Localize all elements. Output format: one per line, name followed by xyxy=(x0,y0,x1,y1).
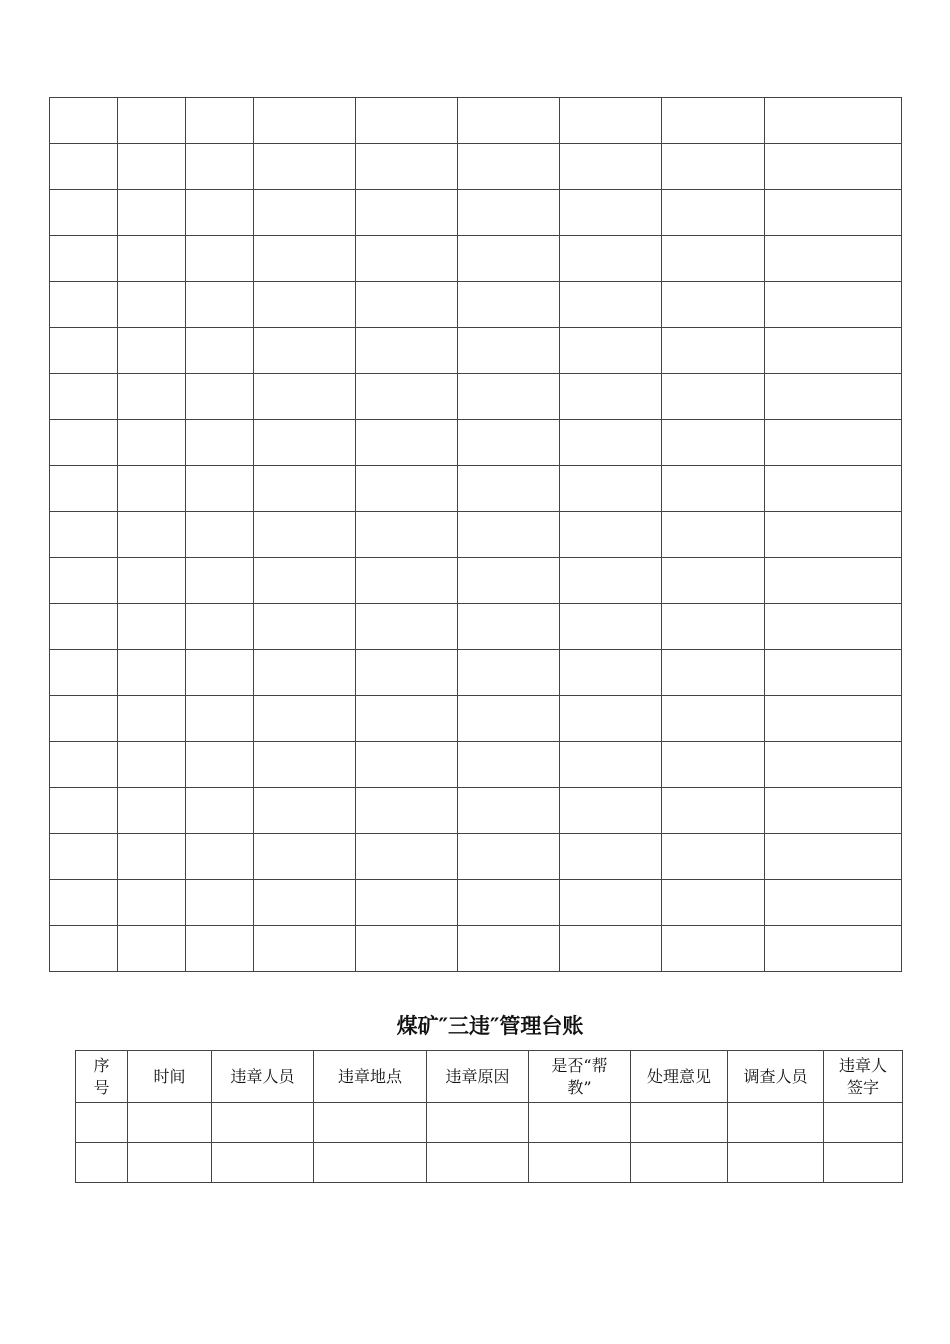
grid-cell xyxy=(765,604,902,650)
grid-cell xyxy=(118,98,186,144)
grid-cell xyxy=(560,328,662,374)
grid-cell xyxy=(458,880,560,926)
ledger-header-row xyxy=(76,1051,903,1103)
grid-cell xyxy=(765,374,902,420)
ledger-cell xyxy=(314,1143,427,1183)
grid-cell xyxy=(356,236,458,282)
grid-cell xyxy=(356,466,458,512)
grid-cell xyxy=(118,880,186,926)
grid-cell xyxy=(186,190,254,236)
grid-cell xyxy=(458,742,560,788)
grid-cell xyxy=(118,834,186,880)
grid-row xyxy=(50,926,902,972)
grid-cell xyxy=(50,466,118,512)
grid-cell xyxy=(254,742,356,788)
grid-row xyxy=(50,558,902,604)
grid-cell xyxy=(560,282,662,328)
grid-row xyxy=(50,834,902,880)
grid-cell xyxy=(186,696,254,742)
grid-cell xyxy=(254,466,356,512)
grid-cell xyxy=(356,788,458,834)
grid-cell xyxy=(186,144,254,190)
header-cell-investigator: 调查人员 xyxy=(728,1051,824,1103)
grid-cell xyxy=(118,236,186,282)
grid-cell xyxy=(356,926,458,972)
grid-cell xyxy=(50,420,118,466)
grid-cell xyxy=(118,420,186,466)
grid-cell xyxy=(186,328,254,374)
grid-row xyxy=(50,328,902,374)
grid-cell xyxy=(662,742,765,788)
grid-cell xyxy=(254,374,356,420)
grid-cell xyxy=(560,466,662,512)
grid-cell xyxy=(765,558,902,604)
grid-cell xyxy=(560,98,662,144)
grid-cell xyxy=(186,420,254,466)
grid-cell xyxy=(662,696,765,742)
grid-cell xyxy=(356,512,458,558)
blank-grid-table xyxy=(49,97,902,972)
grid-cell xyxy=(560,926,662,972)
grid-cell xyxy=(186,926,254,972)
grid-cell xyxy=(186,512,254,558)
grid-cell xyxy=(254,834,356,880)
grid-cell xyxy=(118,696,186,742)
grid-cell xyxy=(50,650,118,696)
grid-cell xyxy=(560,788,662,834)
grid-cell xyxy=(254,282,356,328)
ledger-cell xyxy=(529,1103,631,1143)
grid-cell xyxy=(458,834,560,880)
ledger-cell xyxy=(529,1143,631,1183)
grid-cell xyxy=(662,144,765,190)
grid-cell xyxy=(765,880,902,926)
grid-cell xyxy=(186,466,254,512)
header-cell-reason: 违章原因 xyxy=(427,1051,529,1103)
grid-cell xyxy=(765,512,902,558)
grid-cell xyxy=(458,420,560,466)
grid-cell xyxy=(356,282,458,328)
grid-cell xyxy=(50,926,118,972)
grid-cell xyxy=(662,190,765,236)
grid-cell xyxy=(458,650,560,696)
grid-cell xyxy=(254,880,356,926)
grid-cell xyxy=(356,374,458,420)
grid-cell xyxy=(765,328,902,374)
ledger-cell xyxy=(631,1103,728,1143)
ledger-cell xyxy=(76,1143,128,1183)
grid-cell xyxy=(662,880,765,926)
grid-cell xyxy=(356,696,458,742)
grid-cell xyxy=(458,926,560,972)
header-cell-location: 违章地点 xyxy=(314,1051,427,1103)
grid-cell xyxy=(186,374,254,420)
grid-cell xyxy=(254,604,356,650)
grid-cell xyxy=(356,650,458,696)
grid-cell xyxy=(560,558,662,604)
grid-cell xyxy=(186,282,254,328)
grid-cell xyxy=(765,926,902,972)
grid-cell xyxy=(458,512,560,558)
ledger-cell xyxy=(427,1103,529,1143)
ledger-cell xyxy=(427,1143,529,1183)
grid-cell xyxy=(118,650,186,696)
grid-cell xyxy=(560,650,662,696)
ledger-cell xyxy=(728,1103,824,1143)
grid-cell xyxy=(50,282,118,328)
grid-cell xyxy=(765,282,902,328)
grid-cell xyxy=(50,788,118,834)
grid-cell xyxy=(458,98,560,144)
grid-cell xyxy=(356,144,458,190)
grid-row xyxy=(50,696,902,742)
grid-cell xyxy=(254,512,356,558)
grid-cell xyxy=(254,236,356,282)
grid-cell xyxy=(254,926,356,972)
ledger-table xyxy=(75,1050,903,1183)
grid-cell xyxy=(560,834,662,880)
ledger-row xyxy=(76,1143,903,1183)
grid-cell xyxy=(186,742,254,788)
grid-cell xyxy=(765,742,902,788)
grid-row xyxy=(50,374,902,420)
grid-cell xyxy=(458,696,560,742)
grid-cell xyxy=(50,558,118,604)
grid-cell xyxy=(186,558,254,604)
ledger-cell xyxy=(212,1143,314,1183)
grid-cell xyxy=(356,604,458,650)
grid-row xyxy=(50,144,902,190)
grid-cell xyxy=(50,236,118,282)
grid-cell xyxy=(186,834,254,880)
grid-cell xyxy=(560,420,662,466)
grid-cell xyxy=(254,328,356,374)
grid-cell xyxy=(458,328,560,374)
grid-cell xyxy=(186,98,254,144)
grid-cell xyxy=(765,788,902,834)
grid-cell xyxy=(662,236,765,282)
header-cell-seq: 序 号 xyxy=(76,1051,128,1103)
grid-row xyxy=(50,788,902,834)
grid-cell xyxy=(356,420,458,466)
header-cell-time: 时间 xyxy=(128,1051,212,1103)
grid-cell xyxy=(118,466,186,512)
grid-cell xyxy=(458,190,560,236)
ledger-cell xyxy=(728,1143,824,1183)
grid-cell xyxy=(458,282,560,328)
grid-cell xyxy=(118,282,186,328)
grid-cell xyxy=(356,558,458,604)
grid-cell xyxy=(50,742,118,788)
grid-cell xyxy=(186,788,254,834)
grid-cell xyxy=(254,558,356,604)
grid-cell xyxy=(662,282,765,328)
grid-cell xyxy=(50,834,118,880)
grid-cell xyxy=(458,604,560,650)
grid-cell xyxy=(765,650,902,696)
grid-cell xyxy=(254,190,356,236)
grid-cell xyxy=(458,466,560,512)
grid-row xyxy=(50,650,902,696)
grid-row xyxy=(50,512,902,558)
grid-row xyxy=(50,98,902,144)
grid-cell xyxy=(118,742,186,788)
header-cell-handling: 处理意见 xyxy=(631,1051,728,1103)
grid-row xyxy=(50,282,902,328)
grid-row xyxy=(50,742,902,788)
ledger-cell xyxy=(824,1103,903,1143)
grid-cell xyxy=(458,788,560,834)
grid-cell xyxy=(560,512,662,558)
grid-cell xyxy=(356,742,458,788)
grid-cell xyxy=(118,374,186,420)
grid-cell xyxy=(50,512,118,558)
grid-cell xyxy=(662,650,765,696)
grid-cell xyxy=(662,98,765,144)
grid-row xyxy=(50,420,902,466)
grid-row xyxy=(50,880,902,926)
grid-cell xyxy=(662,420,765,466)
grid-cell xyxy=(50,604,118,650)
grid-cell xyxy=(560,880,662,926)
grid-cell xyxy=(254,144,356,190)
grid-cell xyxy=(560,742,662,788)
grid-cell xyxy=(50,696,118,742)
grid-cell xyxy=(118,144,186,190)
grid-cell xyxy=(118,788,186,834)
grid-cell xyxy=(118,604,186,650)
grid-cell xyxy=(50,144,118,190)
header-cell-signature: 违章人 签字 xyxy=(824,1051,903,1103)
grid-cell xyxy=(765,98,902,144)
grid-cell xyxy=(560,190,662,236)
grid-cell xyxy=(560,236,662,282)
grid-row xyxy=(50,236,902,282)
grid-cell xyxy=(458,144,560,190)
ledger-title: 煤矿″三违″管理台账 xyxy=(396,1014,584,1038)
grid-cell xyxy=(254,98,356,144)
grid-cell xyxy=(765,236,902,282)
grid-cell xyxy=(118,926,186,972)
grid-cell xyxy=(356,880,458,926)
grid-cell xyxy=(765,144,902,190)
grid-cell xyxy=(254,420,356,466)
grid-cell xyxy=(662,604,765,650)
grid-cell xyxy=(560,374,662,420)
header-cell-education: 是否“帮 教” xyxy=(529,1051,631,1103)
grid-cell xyxy=(118,328,186,374)
header-cell-violator: 违章人员 xyxy=(212,1051,314,1103)
ledger-cell xyxy=(631,1143,728,1183)
ledger-cell xyxy=(314,1103,427,1143)
grid-cell xyxy=(458,236,560,282)
grid-cell xyxy=(254,788,356,834)
grid-cell xyxy=(765,466,902,512)
grid-cell xyxy=(50,98,118,144)
grid-cell xyxy=(662,558,765,604)
grid-row xyxy=(50,190,902,236)
grid-cell xyxy=(186,880,254,926)
grid-row xyxy=(50,604,902,650)
ledger-cell xyxy=(128,1143,212,1183)
grid-cell xyxy=(186,650,254,696)
grid-cell xyxy=(560,696,662,742)
ledger-cell xyxy=(824,1143,903,1183)
grid-cell xyxy=(50,374,118,420)
grid-row xyxy=(50,466,902,512)
grid-cell xyxy=(662,512,765,558)
grid-cell xyxy=(458,558,560,604)
grid-cell xyxy=(356,98,458,144)
grid-cell xyxy=(458,374,560,420)
grid-cell xyxy=(50,328,118,374)
grid-cell xyxy=(356,328,458,374)
grid-cell xyxy=(50,880,118,926)
ledger-row xyxy=(76,1103,903,1143)
grid-cell xyxy=(662,788,765,834)
grid-cell xyxy=(662,926,765,972)
grid-cell xyxy=(765,420,902,466)
grid-cell xyxy=(186,604,254,650)
grid-cell xyxy=(560,604,662,650)
ledger-cell xyxy=(76,1103,128,1143)
grid-cell xyxy=(662,374,765,420)
grid-cell xyxy=(662,466,765,512)
grid-cell xyxy=(356,834,458,880)
grid-cell xyxy=(356,190,458,236)
grid-cell xyxy=(560,144,662,190)
grid-cell xyxy=(186,236,254,282)
grid-cell xyxy=(765,190,902,236)
grid-cell xyxy=(765,834,902,880)
grid-cell xyxy=(118,558,186,604)
grid-cell xyxy=(50,190,118,236)
grid-cell xyxy=(662,328,765,374)
grid-cell xyxy=(118,190,186,236)
grid-cell xyxy=(254,696,356,742)
grid-cell xyxy=(765,696,902,742)
grid-cell xyxy=(254,650,356,696)
ledger-cell xyxy=(212,1103,314,1143)
grid-cell xyxy=(662,834,765,880)
ledger-cell xyxy=(128,1103,212,1143)
grid-cell xyxy=(118,512,186,558)
